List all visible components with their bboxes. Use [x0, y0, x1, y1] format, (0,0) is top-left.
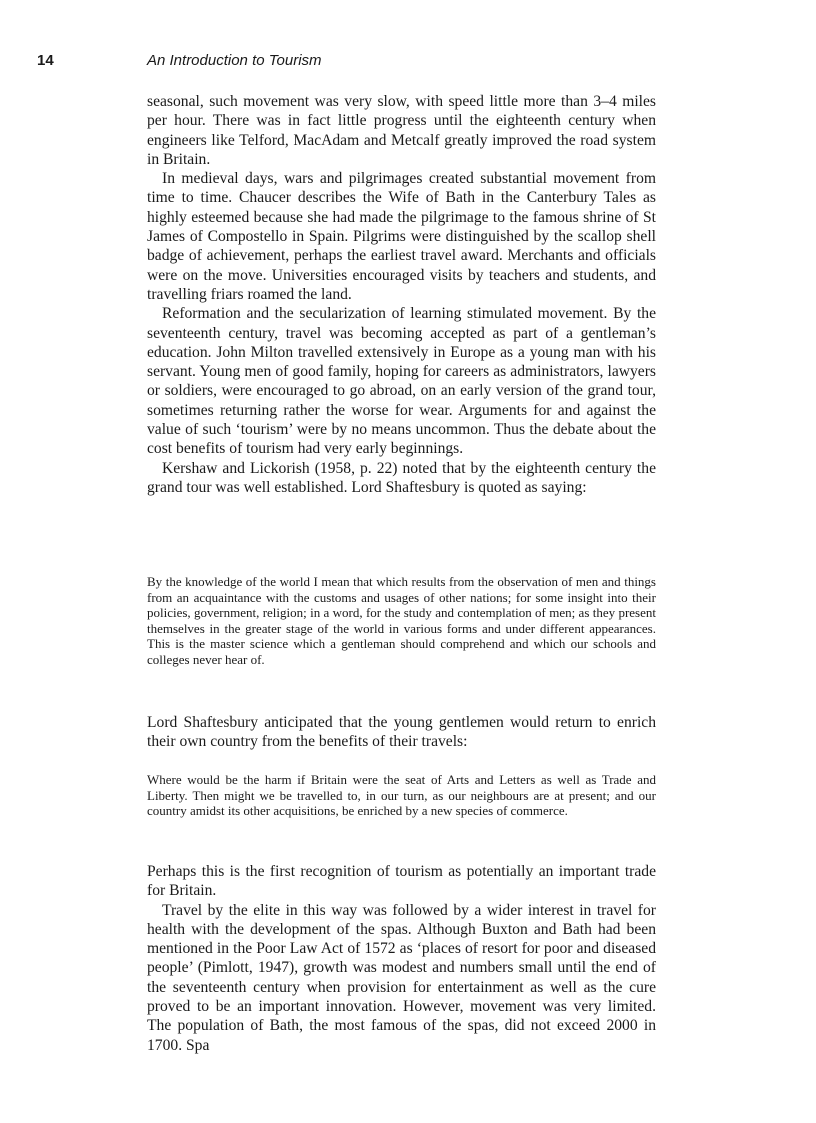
page-header: [0, 52, 816, 74]
page-number: 14: [37, 52, 54, 69]
running-title: An Introduction to Tourism: [147, 52, 322, 69]
body-section-3: [147, 862, 656, 1055]
paragraph-spas: Travel by the elite in this way was followed by a wider interest in travel for health with the development of the spas. Although Buxton and Bath had been mentioned in the Poor Law Act of 1572 as ‘places of resort for poor and diseased people’ (Pimlott, 1947), growth was modest and numbers small until the end of the seventeenth century when provision for entertainment as well as the cure proved to be an important innovation. However, movement was very limited. The population of Bath, the most famous of the spas, did not exceed 2000 in 1700. Spa: [147, 901, 656, 1054]
paragraph-medieval: In medieval days, wars and pilgrimages created substantial movement from time to time. Chaucer describes the Wife of Bath in the Canterbury Tales as highly esteemed because she had made the pilgrimage to the famous shrine of St James of Compostello in Spain. Pilgrims were distinguished by the scallop shell badge of achievement, perhaps the earliest travel award. Merchants and officials were on the move. Universities encouraged visits by teachers and students, and travelling friars roamed the land.: [147, 170, 656, 303]
block-quote-2: [147, 772, 656, 819]
body-section-1: [147, 92, 656, 497]
paragraph-kershaw: Kershaw and Lickorish (1958, p. 22) noted that by the eighteenth century the grand tour was well established. Lord Shaftesbury is quoted as saying:: [147, 459, 656, 496]
paragraph-shaftesbury-anticipated: Lord Shaftesbury anticipated that the young gentlemen would return to enrich their own country from the benefits of their travels:: [147, 714, 656, 751]
paragraph-reformation: Reformation and the secularization of learning stimulated movement. By the seventeenth century, travel was becoming accepted as part of a gentleman’s education. John Milton travelled extensively in Europe as a young man with his servant. Young men of good family, hoping for careers as administrators, lawyers or soldiers, were encouraged to go abroad, on an early version of the grand tour, sometimes returning rather the worse for wear. Arguments for and against the value of such ‘tourism’ were by no means uncommon. Thus the debate about the cost benefits of tourism had very early beginnings.: [147, 305, 656, 458]
quote-shaftesbury-knowledge: By the knowledge of the world I mean that which results from the observation of men and things from an acquaintance with the customs and usages of other nations; for some insight into their policies, government, religion; in a word, for the study and contemplation of men; as they present themselves in the greater stage of the world in various forms and under different appearances. This is the master science which a gentleman should comprehend and which our schools and colleges never hear of.: [147, 574, 656, 667]
block-quote-1: [147, 574, 656, 668]
paragraph-first-recognition: Perhaps this is the first recognition of tourism as potentially an important trade for Britain.: [147, 863, 656, 900]
quote-shaftesbury-harm: Where would be the harm if Britain were the seat of Arts and Letters as well as Trade and Liberty. Then might we be travelled to, in our turn, as our neighbours are at present; and our country amidst its other acquisitions, be enriched by a new species of commerce.: [147, 772, 656, 819]
paragraph-continuation: seasonal, such movement was very slow, with speed little more than 3–4 miles per hour. There was in fact little progress until the eighteenth century when engineers like Telford, MacAdam and Metcalf greatly improved the road system in Britain.: [147, 93, 656, 168]
body-section-2: [147, 713, 656, 752]
